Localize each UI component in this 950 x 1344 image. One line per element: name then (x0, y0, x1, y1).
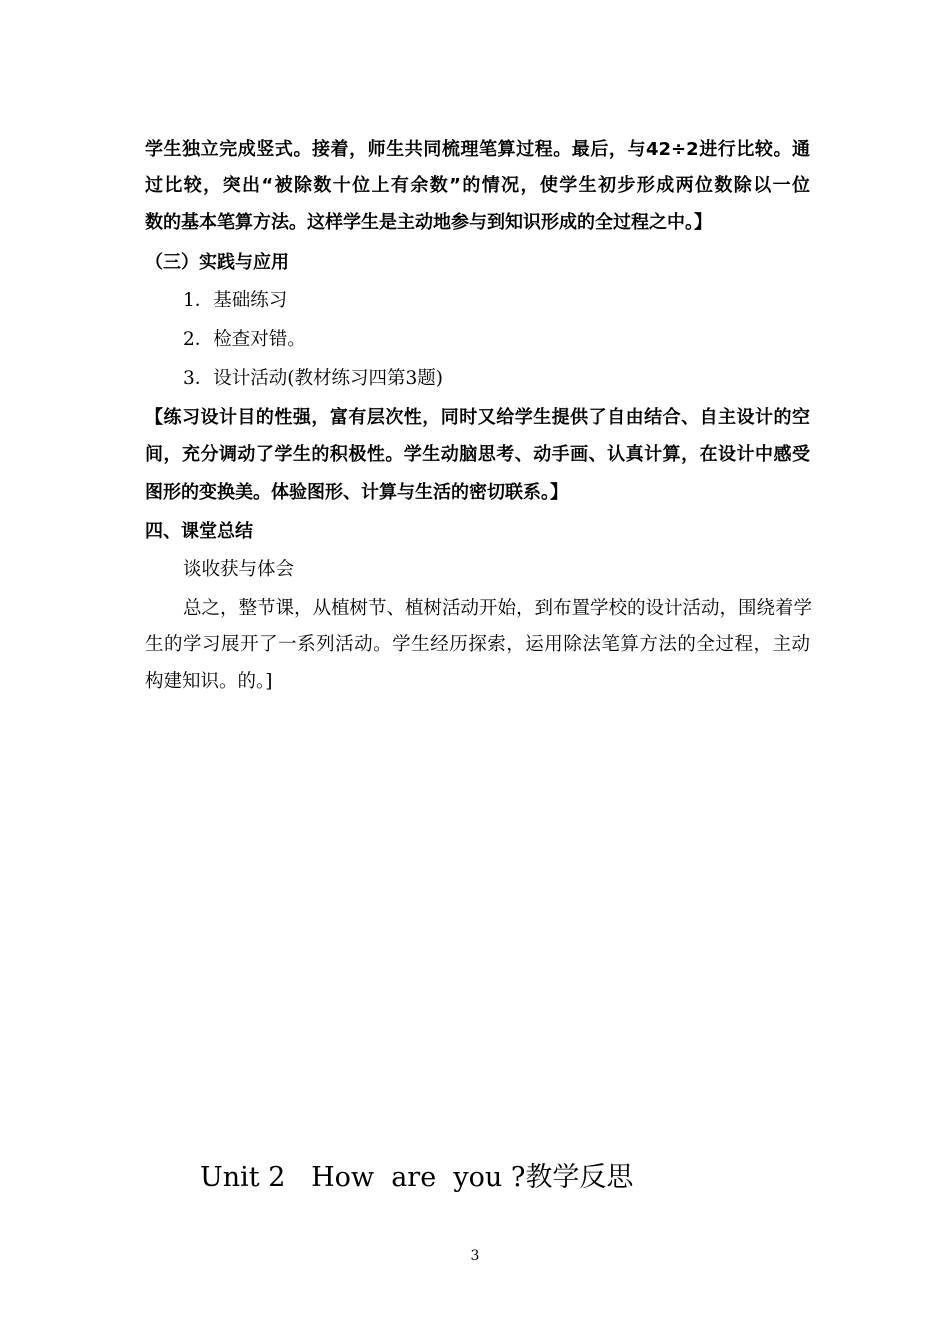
paragraph-3-line-3: 构建知识。的。] (145, 671, 273, 692)
paragraph-1-line-3: 数的基本笔算方法。这样学生是主动地参与到知识形成的全过程之中。】 (145, 212, 712, 233)
paragraph-2-line-2: 间，充分调动了学生的积极性。学生动脑思考、动手画、认真计算，在设计中感受 (145, 444, 810, 465)
paragraph-1-line-2: 过比较，突出“被除数十位上有余数”的情况，使学生初步形成两位数除以一位 (145, 175, 810, 196)
paragraph-1-line-1: 学生独立完成竖式。接着，师生共同梳理笔算过程。最后，与42÷2进行比较。通 (145, 139, 810, 160)
next-section-title: Unit 2 How are you ?教学反思 (200, 1162, 634, 1193)
paragraph-3-line-1: 总之，整节课，从植树节、植树活动开始，到布置学校的设计活动，围绕着学 (183, 598, 813, 619)
list-item-basic-practice: 1．基础练习 (183, 290, 288, 311)
paragraph-2-line-3: 图形的变换美。体验图形、计算与生活的密切联系。】 (145, 482, 568, 503)
paragraph-3-line-2: 生的学习展开了一系列活动。学生经历探索，运用除法笔算方法的全过程，主动 (145, 634, 810, 655)
summary-subheading: 谈收获与体会 (183, 559, 295, 580)
paragraph-2-line-1: 【练习设计目的性强，富有层次性，同时又给学生提供了自由结合、自主设计的空 (145, 407, 810, 428)
list-item-check-errors: 2．检查对错。 (183, 329, 306, 350)
section-4-heading: 四、课堂总结 (145, 521, 253, 542)
list-item-design-activity: 3．设计活动(教材练习四第3题) (183, 368, 443, 389)
section-3-heading: （三）实践与应用 (145, 252, 289, 273)
page-number: 3 (470, 1248, 480, 1264)
